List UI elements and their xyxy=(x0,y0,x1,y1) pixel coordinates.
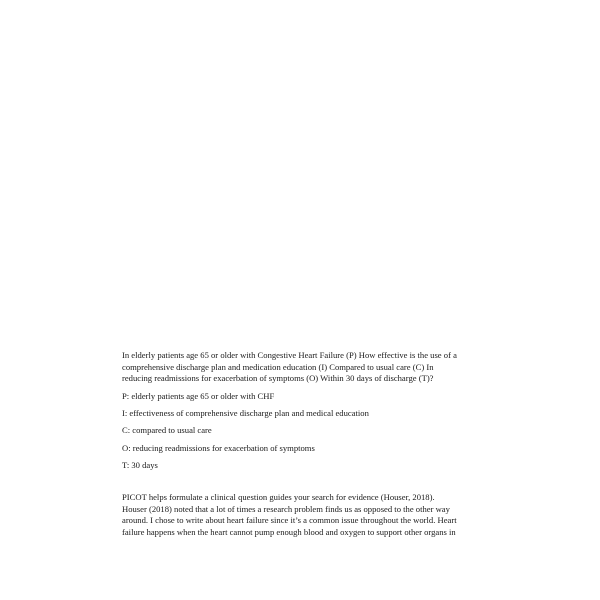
picot-population: P: elderly patients age 65 or older with CHF xyxy=(122,391,275,401)
picot-intervention: I: effectiveness of comprehensive discharge plan and medical education xyxy=(122,408,369,418)
picot-question xyxy=(122,350,482,385)
paragraph-line: around. I chose to write about heart failure since it’s a common issue throughout the world. Heart xyxy=(122,515,457,526)
paragraph-line: PICOT helps formulate a clinical question guides your search for evidence (Houser, 2018). xyxy=(122,492,435,502)
picot-outcome: O: reducing readmissions for exacerbation of symptoms xyxy=(122,443,315,453)
question-line: In elderly patients age 65 or older with Congestive Heart Failure (P) How effective is the use of a xyxy=(122,350,457,360)
body-paragraph xyxy=(122,492,482,538)
picot-comparison: C: compared to usual care xyxy=(122,425,212,435)
question-line: reducing readmissions for exacerbation of symptoms (O) Within 30 days of discharge (T)? xyxy=(122,373,434,383)
paragraph-line: Houser (2018) noted that a lot of times a research problem finds us as opposed to the other way xyxy=(122,503,450,514)
question-line: comprehensive discharge plan and medication education (I) Compared to usual care (C) In xyxy=(122,361,434,372)
paragraph-line: failure happens when the heart cannot pump enough blood and oxygen to support other organs in xyxy=(122,526,456,537)
picot-time: T: 30 days xyxy=(122,460,158,470)
